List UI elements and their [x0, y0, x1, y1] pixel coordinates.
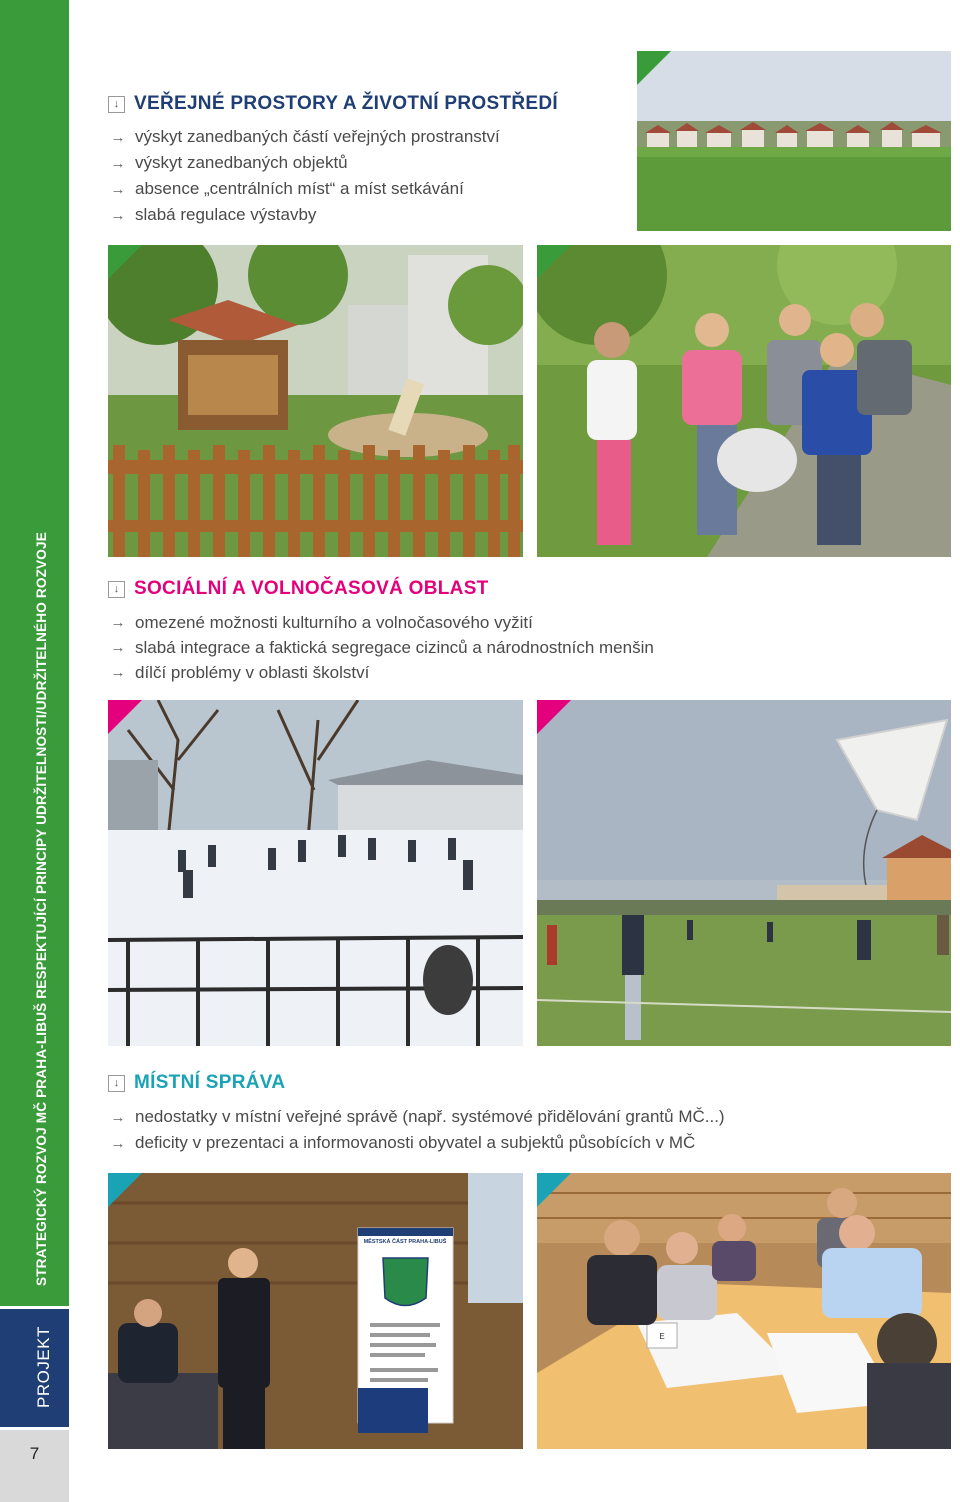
list-item-text: omezené možnosti kulturního a volnočasového vyžití: [135, 612, 533, 632]
arrow-down-icon: ↓: [108, 581, 125, 598]
list-item: [108, 1104, 725, 1130]
photo-playground: [108, 245, 523, 557]
list-item: [108, 176, 500, 202]
list-item-text: výskyt zanedbaných částí veřejných prostranství: [135, 127, 500, 146]
corner-accent: [108, 700, 142, 734]
list-item: [108, 124, 500, 150]
section-heading-local-administration: [108, 1071, 285, 1095]
list-item-text: slabá regulace výstavby: [135, 205, 317, 224]
section-heading-public-spaces: [108, 92, 558, 116]
list-item: [108, 150, 500, 176]
section-title: VEŘEJNÉ PROSTORY A ŽIVOTNÍ PROSTŘEDÍ: [134, 93, 558, 114]
list-item-text: nedostatky v místní veřejné správě (např. systémové přidělování grantů MČ...): [135, 1107, 725, 1126]
list-item-text: výskyt zanedbaných objektů: [135, 153, 348, 172]
list-item-text: dílčí problémy v oblasti školství: [135, 662, 370, 682]
arrow-right-icon: →: [110, 154, 126, 172]
list-item: [108, 635, 654, 660]
list-item: [108, 202, 500, 228]
table-sign-text: E: [659, 1332, 665, 1341]
section-title: MÍSTNÍ SPRÁVA: [134, 1072, 286, 1093]
arrow-right-icon: →: [110, 614, 126, 631]
arrow-right-icon: →: [110, 639, 126, 656]
corner-accent: [537, 700, 571, 734]
corner-accent: [108, 245, 142, 279]
section-heading-social-leisure: [108, 577, 489, 601]
banner-heading-text: MĚSTSKÁ ČÁST PRAHA-LIBUŠ: [363, 1239, 447, 1245]
arrow-right-icon: →: [110, 128, 126, 146]
arrow-right-icon: →: [110, 180, 126, 198]
photo-community-workshop: [537, 1173, 951, 1449]
photo-children-cleanup: [537, 245, 951, 557]
list-item-text: deficity v prezentaci a informovanosti obyvatel a subjektů působících v MČ: [135, 1133, 696, 1152]
list-item: [108, 660, 654, 685]
photo-public-meeting-speaker: [108, 1173, 523, 1449]
photo-village-field: [637, 51, 951, 231]
list-item: [108, 610, 654, 635]
photo-kite-festival: [537, 700, 951, 1046]
list-item-text: slabá integrace a faktická segregace cizinců a národnostních menšin: [135, 637, 654, 657]
photo-ice-skating: [108, 700, 523, 1046]
sidebar-grey-band: [0, 1430, 69, 1502]
corner-accent: [637, 51, 671, 85]
bullet-list-public-spaces: [108, 124, 500, 228]
bullet-list-social-leisure: [108, 610, 654, 685]
list-item: [108, 1130, 725, 1156]
vertical-label-projekt: PROJEKT: [34, 1326, 53, 1408]
section-title: SOCIÁLNÍ A VOLNOČASOVÁ OBLAST: [134, 578, 489, 599]
arrow-right-icon: →: [110, 1134, 126, 1152]
sidebar: [0, 0, 69, 1502]
arrow-down-icon: ↓: [108, 96, 125, 113]
vertical-document-title: STRATEGICKÝ ROZVOJ MČ PRAHA-LIBUŠ RESPEKTUJÍCÍ PRINCIPY UDRŽITELNOSTI/UDRŽITELNÉHO ROZVOJE: [34, 532, 49, 1286]
corner-accent: [537, 1173, 571, 1207]
page-number: 7: [29, 1444, 40, 1463]
arrow-right-icon: →: [110, 206, 126, 224]
bullet-list-local-administration: [108, 1104, 725, 1156]
list-item-text: absence „centrálních míst“ a míst setkávání: [135, 179, 464, 198]
arrow-right-icon: →: [110, 1108, 126, 1126]
arrow-right-icon: →: [110, 664, 126, 681]
arrow-down-icon: ↓: [108, 1075, 125, 1092]
corner-accent: [108, 1173, 142, 1207]
corner-accent: [537, 245, 571, 279]
